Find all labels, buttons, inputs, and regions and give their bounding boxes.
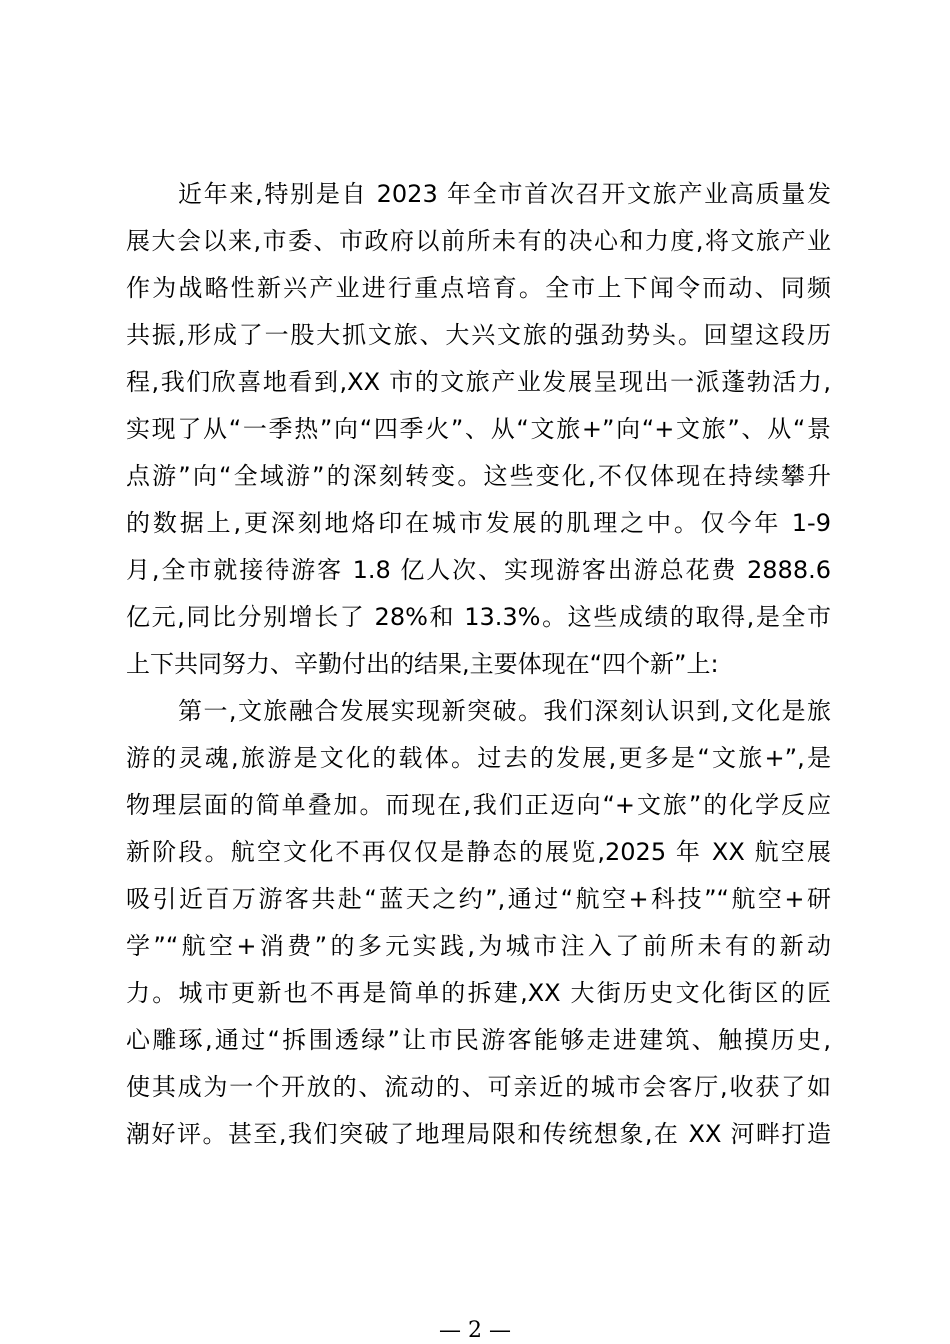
text-line-14: 物理层面的简单叠加。而现在,我们正迈向“+文旅”的化学反应	[126, 791, 831, 819]
text-line-6: 实现了从“一季热”向“四季火”、从“文旅+”向“+文旅”、从“景	[126, 415, 831, 443]
text-line-7: 点游”向“全域游”的深刻转变。这些变化,不仅体现在持续攀升	[126, 462, 831, 490]
text-line-2: 展大会以来,市委、市政府以前所未有的决心和力度,将文旅产业	[126, 227, 831, 255]
body-text	[126, 171, 831, 1158]
text-line-13: 游的灵魂,旅游是文化的载体。过去的发展,更多是“文旅+”,是	[126, 744, 831, 772]
text-line-21: 潮好评。甚至,我们突破了地理局限和传统想象,在 XX 河畔打造	[126, 1120, 831, 1148]
text-line-5: 程,我们欣喜地看到,XX 市的文旅产业发展呈现出一派蓬勃活力,	[126, 368, 831, 396]
text-line-3: 作为战略性新兴产业进行重点培育。全市上下闻令而动、同频	[126, 274, 831, 302]
text-line-15: 新阶段。航空文化不再仅仅是静态的展览,2025 年 XX 航空展	[126, 838, 831, 866]
text-line-8: 的数据上,更深刻地烙印在城市发展的肌理之中。仅今年 1-9	[126, 509, 831, 537]
text-line-12: 第一,文旅融合发展实现新突破。我们深刻认识到,文化是旅	[178, 697, 831, 725]
page-number: — 2 —	[439, 1318, 511, 1343]
text-line-20: 使其成为一个开放的、流动的、可亲近的城市会客厅,收获了如	[126, 1073, 831, 1101]
text-line-1: 近年来,特别是自 2023 年全市首次召开文旅产业高质量发	[178, 180, 831, 208]
text-line-9: 月,全市就接待游客 1.8 亿人次、实现游客出游总花费 2888.6	[126, 556, 831, 584]
text-line-11: 上下共同努力、辛勤付出的结果,主要体现在“四个新”上:	[126, 650, 719, 678]
text-line-4: 共振,形成了一股大抓文旅、大兴文旅的强劲势头。回望这段历	[126, 321, 831, 349]
text-line-19: 心雕琢,通过“拆围透绿”让市民游客能够走进建筑、触摸历史,	[126, 1026, 831, 1054]
text-line-18: 力。城市更新也不再是简单的拆建,XX 大街历史文化街区的匠	[126, 979, 831, 1007]
text-line-17: 学”“航空+消费”的多元实践,为城市注入了前所未有的新动	[126, 932, 831, 960]
text-line-10: 亿元,同比分别增长了 28%和 13.3%。这些成绩的取得,是全市	[126, 603, 831, 631]
text-line-16: 吸引近百万游客共赴“蓝天之约”,通过“航空+科技”“航空+研	[126, 885, 831, 913]
